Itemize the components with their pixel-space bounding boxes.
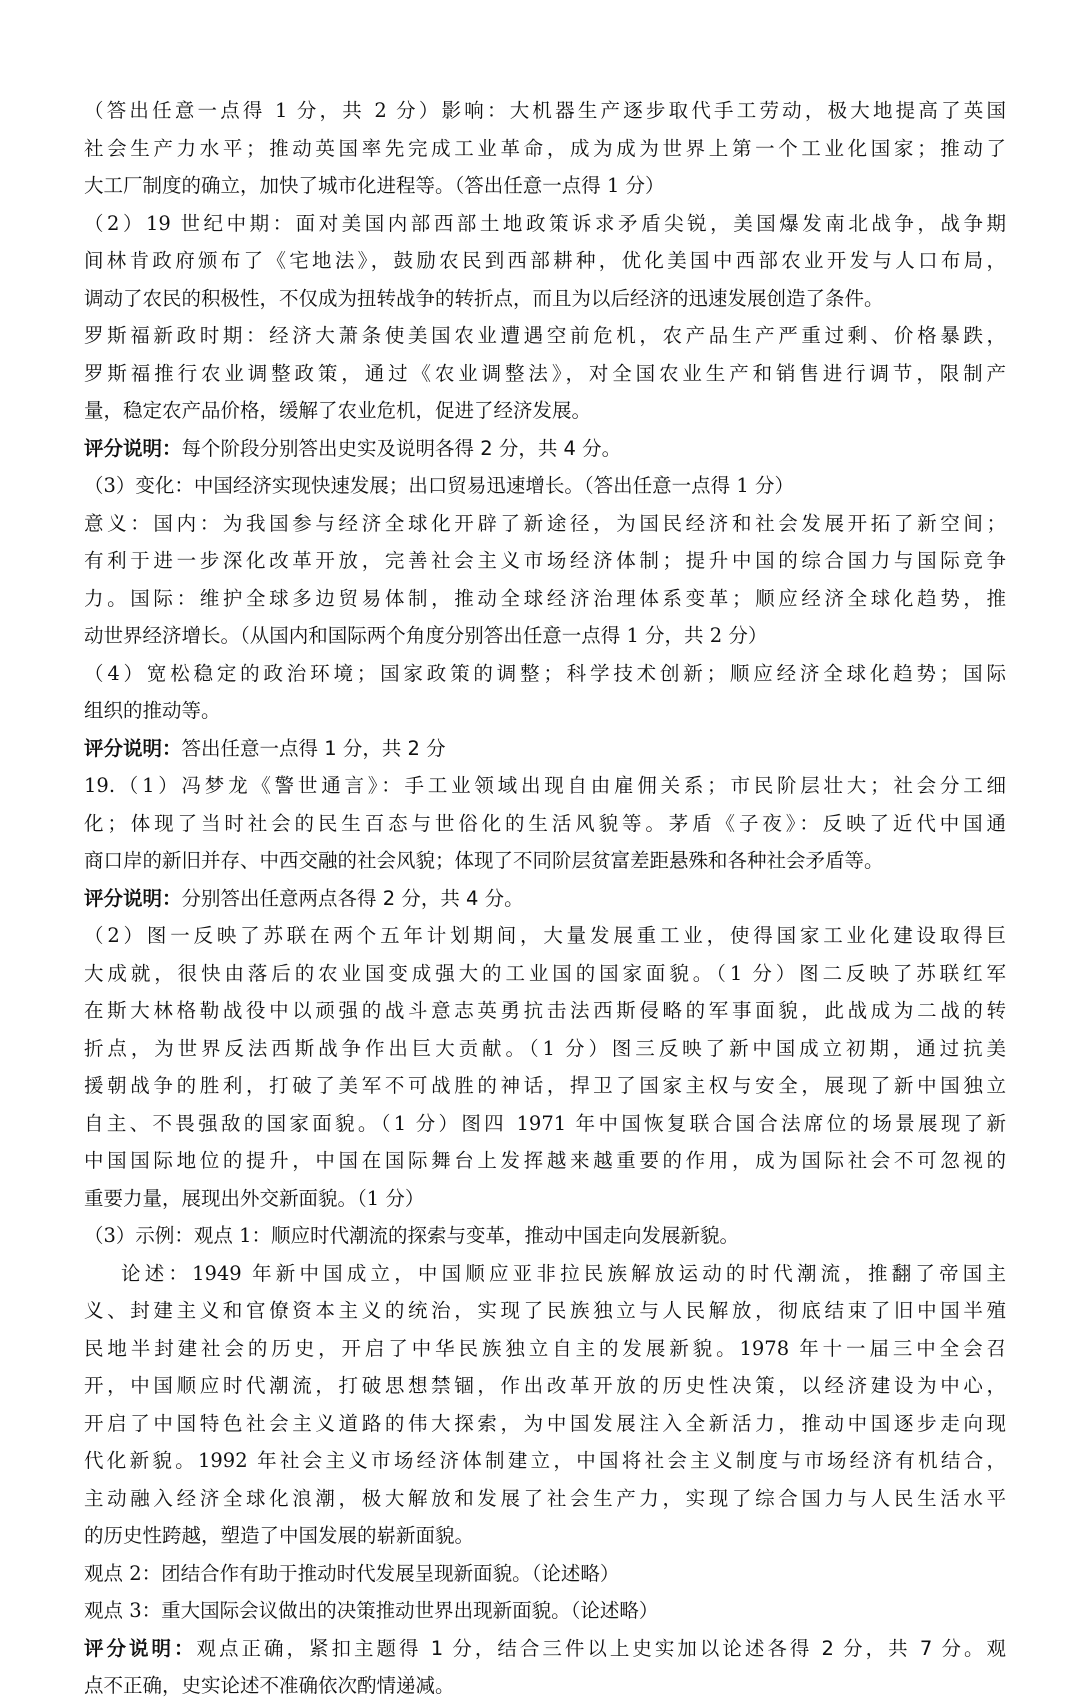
text-line: 调动了农民的积极性，不仅成为扭转战争的转折点，而且为以后经济的迅速发展创造了条件。 xyxy=(84,286,884,310)
text-line: 重要力量，展现出外交新面貌。（1 分） xyxy=(84,1186,425,1210)
scoring-note xyxy=(84,730,1006,768)
text-line: 观点 2：团结合作有助于推动时代发展呈现新面貌。（论述略） xyxy=(84,1561,620,1585)
text-line: 民地半封建社会的历史，开启了中华民族独立自主的发展新貌。1978 年十一届三中全会召 xyxy=(84,1336,1006,1360)
text-line: 援朝战争的胜利，打破了美军不可战胜的神话，捍卫了国家主权与安全，展现了新中国独立 xyxy=(84,1074,1006,1097)
text-line: （答出任意一点得 1 分，共 2 分）影响：大机器生产逐步取代手工劳动，极大地提高了英国 xyxy=(84,99,1006,122)
scoring-label: 评分说明： xyxy=(84,886,182,910)
text-line: （2）19 世纪中期：面对美国内部西部土地政策诉求矛盾尖锐，美国爆发南北战争，战争期 xyxy=(84,211,1006,235)
text-line: 大成就，很快由落后的农业国变成强大的工业国的国家面貌。（1 分）图二反映了苏联红军 xyxy=(84,961,1006,985)
text-line: 罗斯福新政时期：经济大萧条使美国农业遭遇空前危机，农产品生产严重过剩、价格暴跌， xyxy=(84,324,1006,347)
text-line: 义、封建主义和官僚资本主义的统治，实现了民族独立与人民解放，彻底结束了旧中国半殖 xyxy=(84,1299,1006,1322)
text-line: 力。国际：维护全球多边贸易体制，推动全球经济治理体系变革；顺应经济全球化趋势，推 xyxy=(84,586,1006,610)
text-line: 化；体现了当时社会的民生百态与世俗化的生活风貌等。茅盾《子夜》：反映了近代中国通 xyxy=(84,811,1006,835)
text-line: 意义：国内：为我国参与经济全球化开辟了新途径，为国民经济和社会发展开拓了新空间； xyxy=(84,511,1006,535)
text-line: 动世界经济增长。（从国内和国际两个角度分别答出任意一点得 1 分，共 2 分） xyxy=(84,624,768,647)
scoring-text: 观点正确，紧扣主题得 1 分，结合三件以上史实加以论述各得 2 分，共 7 分。观 xyxy=(196,1636,1006,1660)
scoring-label: 评分说明： xyxy=(84,736,182,760)
text-line: 开启了中国特色社会主义道路的伟大探索，为中国发展注入全新活力，推动中国逐步走向现 xyxy=(84,1411,1006,1435)
text-line: 19.（1）冯梦龙《警世通言》：手工业领域出现自由雇佣关系；市民阶层壮大；社会分工细 xyxy=(84,774,1006,797)
text-line: 在斯大林格勒战役中以顽强的战斗意志英勇抗击法西斯侵略的军事面貌，此战成为二战的转 xyxy=(84,999,1006,1022)
text-line: 观点 3：重大国际会议做出的决策推动世界出现新面貌。（论述略） xyxy=(84,1599,659,1622)
scoring-label: 评分说明： xyxy=(84,436,182,460)
text-line: （4）宽松稳定的政治环境；国家政策的调整；科学技术创新；顺应经济全球化趋势；国际 xyxy=(84,661,1006,685)
text-line: 的历史性跨越，塑造了中国发展的崭新面貌。 xyxy=(84,1524,475,1547)
text-line: 商口岸的新旧并存、中西交融的社会风貌；体现了不同阶层贫富差距悬殊和各种社会矛盾等。 xyxy=(84,849,884,872)
text-line: 量，稳定农产品价格，缓解了农业危机，促进了经济发展。 xyxy=(84,399,592,422)
text-line: 中国国际地位的提升，中国在国际舞台上发挥越来越重要的作用，成为国际社会不可忽视的 xyxy=(84,1149,1006,1172)
text-line: 组织的推动等。 xyxy=(84,699,221,722)
text-line: 折点，为世界反法西斯战争作出巨大贡献。（1 分）图三反映了新中国成立初期，通过抗美 xyxy=(84,1036,1006,1060)
text-line: 间林肯政府颁布了《宅地法》，鼓励农民到西部耕种，优化美国中西部农业开发与人口布局， xyxy=(84,249,1006,272)
scoring-text-continued: 点不正确，史实论述不准确依次酌情递减。 xyxy=(84,1674,455,1697)
scoring-text: 答出任意一点得 1 分，共 2 分 xyxy=(181,736,446,760)
text-line: 罗斯福推行农业调整政策，通过《农业调整法》，对全国农业生产和销售进行调节，限制产 xyxy=(84,361,1006,385)
text-line: 社会生产力水平；推动英国率先完成工业革命，成为成为世界上第一个工业化国家；推动了 xyxy=(84,136,1006,160)
scoring-text: 分别答出任意两点各得 2 分，共 4 分。 xyxy=(181,886,524,910)
text-line: 开，中国顺应时代潮流，打破思想禁锢，作出改革开放的历史性决策，以经济建设为中心， xyxy=(84,1374,1006,1397)
scoring-note xyxy=(84,430,1006,468)
scoring-note xyxy=(84,880,1006,918)
text-line: 代化新貌。1992 年社会主义市场经济体制建立，中国将社会主义制度与市场经济有机结合， xyxy=(84,1449,1006,1472)
text-line: （3）示例：观点 1：顺应时代潮流的探索与变革，推动中国走向发展新貌。 xyxy=(84,1224,740,1247)
text-line: （2）图一反映了苏联在两个五年计划期间，大量发展重工业，使得国家工业化建设取得巨 xyxy=(84,924,1006,947)
text-line: 自主、不畏强敌的国家面貌。（1 分）图四 1971 年中国恢复联合国合法席位的场景展现了新 xyxy=(84,1111,1006,1135)
scoring-note xyxy=(84,1630,1006,1668)
scoring-label: 评分说明： xyxy=(84,1636,197,1660)
scoring-text: 每个阶段分别答出史实及说明各得 2 分，共 4 分。 xyxy=(181,436,622,460)
text-line: 论述：1949 年新中国成立，中国顺应亚非拉民族解放运动的时代潮流，推翻了帝国主 xyxy=(121,1261,1006,1285)
text-line: 有利于进一步深化改革开放，完善社会主义市场经济体制；提升中国的综合国力与国际竞争 xyxy=(84,549,1006,572)
text-line: 大工厂制度的确立，加快了城市化进程等。（答出任意一点得 1 分） xyxy=(84,174,665,197)
text-line: 主动融入经济全球化浪潮，极大解放和发展了社会生产力，实现了综合国力与人民生活水平 xyxy=(84,1486,1006,1510)
text-line: （3）变化：中国经济实现快速发展；出口贸易迅速增长。（答出任意一点得 1 分） xyxy=(84,474,794,497)
